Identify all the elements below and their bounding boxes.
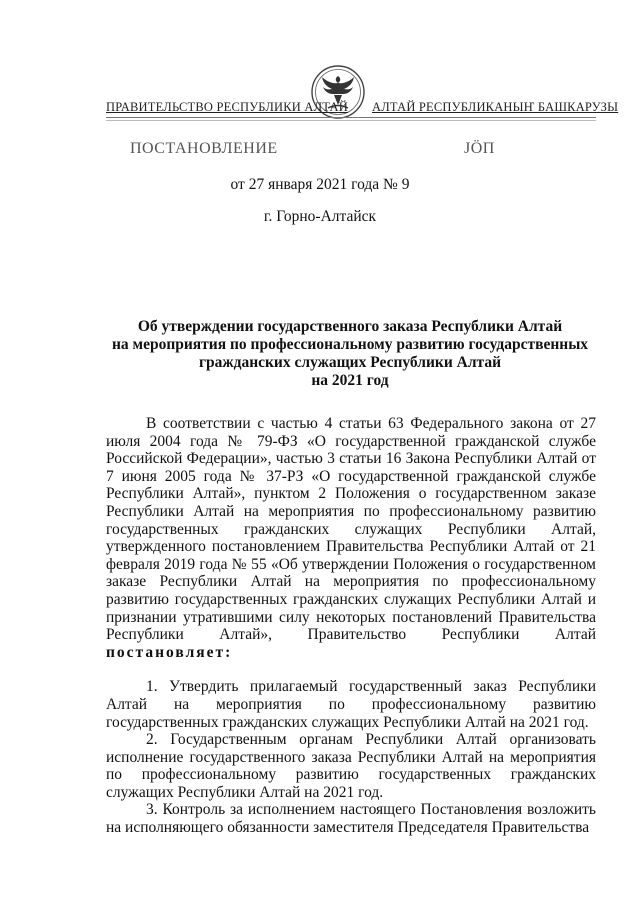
preamble-paragraph [106,415,596,661]
document-type-altai: ЈӦП [464,140,495,157]
preamble-text: В соответствии с частью 4 статьи 63 Федерального закона от 27 июля 2004 года № 79-ФЗ «О государственной гражданской службе Российской Федерации», частью 3 статьи 16 Закона Республики Алтай от 7 июня 2005 года № 37-РЗ «О государственной гражданской службе Республики Алтай», пунктом 2 Положения о государственном заказе Республики Алтай на мероприятия по профессиональному развитию государственных гражданских служащих Республики Алтай, утвержденного постановлением Правительства Республики Алтай от 21 февраля 2019 года № 55 «Об утверждении Положения о государственном заказе Республики Алтай на мероприятия по профессиональному развитию государственных гражданских служащих Республики Алтай и признании утратившими силу некоторых постановлений Правительства Республики Алтай», Правительство Республики Алтай [106,415,596,644]
resolution-item-3: 3. Контроль за исполнением настоящего Постановления возложить на исполняющего обязанности заместителя Председателя Правительства [106,801,596,837]
document-date: от 27 января 2021 года № 9 [230,176,410,193]
header-divider [106,117,596,118]
resolution-item-1: 1. Утвердить прилагаемый государственный заказ Республики Алтай на мероприятия по профессиональному развитию государственных гражданских служащих Республики Алтай на 2021 год. [106,678,596,731]
title-line: на мероприятия по профессиональному развитию государственных [111,336,589,353]
title-line: Об утверждении государственного заказа Республики Алтай [137,318,563,335]
document-city: г. Горно-Алтайск [263,208,377,225]
government-name-altai: АЛТАЙ РЕСПУБЛИКАНЫҤ БАШКАРУЗЫ [372,100,619,114]
document-body [106,415,596,837]
resolution-item-2: 2. Государственным органам Республики Алтай организовать исполнение государственного заказа Республики Алтай на мероприятия по профессиональному развитию государственных гражданских служащих Республики Алтай на 2021 год. [106,731,596,801]
header-divider-secondary [106,120,596,121]
title-line: на 2021 год [311,372,389,389]
title-line: гражданских служащих Республики Алтай [198,354,502,371]
document-type-russian: ПОСТАНОВЛЕНИЕ [130,140,278,157]
document-title [100,318,600,390]
decree-word: постановляет: [106,643,233,661]
government-name-russian: ПРАВИТЕЛЬСТВО РЕСПУБЛИКИ АЛТАЙ [106,100,348,114]
